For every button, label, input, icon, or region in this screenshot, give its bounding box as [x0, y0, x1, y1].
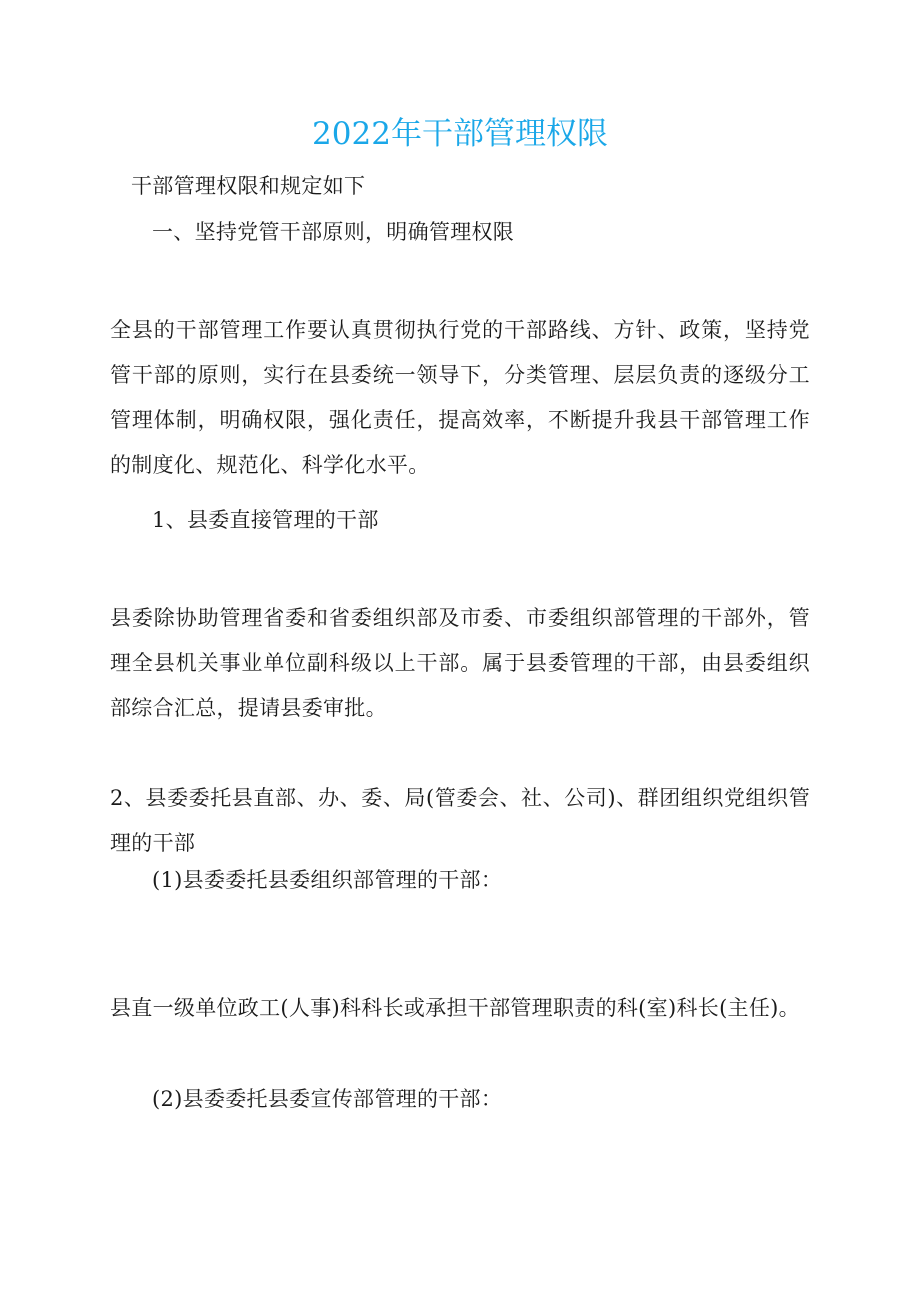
item-1-heading: 1、县委直接管理的干部 [152, 508, 379, 532]
item-2-heading: 2、县委委托县直部、办、委、局(管委会、社、公司)、群团组织党组织管理的干部 [110, 786, 810, 855]
section-1-heading: 一、坚持党管干部原则，明确管理权限 [152, 220, 515, 244]
item-1-body: 县委除协助管理省委和省委组织部及市委、市委组织部管理的干部外，管理全县机关事业单位副科级以上干部。属于县委管理的干部，由县委组织部综合汇总，提请县委审批。 [110, 606, 810, 720]
sub-1-body: 县直一级单位政工(人事)科科长或承担干部管理职责的科(室)科长(主任)。 [110, 996, 800, 1020]
intro-text: 干部管理权限和规定如下 [131, 174, 366, 198]
sub-2-heading: (2)县委委托县委宣传部管理的干部： [152, 1087, 503, 1111]
document-title: 2022年干部管理权限 [312, 116, 608, 152]
section-1-body: 全县的干部管理工作要认真贯彻执行党的干部路线、方针、政策，坚持党管干部的原则，实行在县委统一领导下，分类管理、层层负责的逐级分工管理体制，明确权限，强化责任，提高效率，不断提升我县干部管理工作的制度化、规范化、科学化水平。 [110, 318, 810, 477]
sub-1-heading: (1)县委委托县委组织部管理的干部： [152, 868, 503, 892]
